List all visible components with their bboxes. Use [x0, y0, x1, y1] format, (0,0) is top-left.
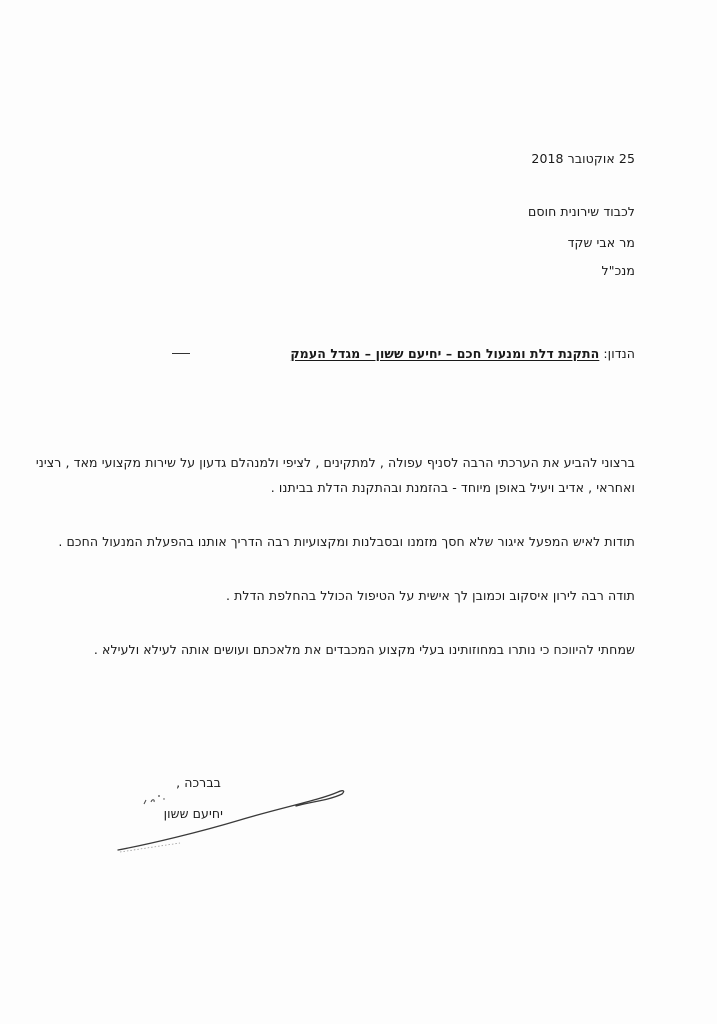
paragraph-3: תודה רבה לירון איסקוב וכמובן לך אישית על הטיפול הכולל בהחלפת הדלת .: [225, 588, 635, 603]
paragraph-4: שמחתי להיווכח כי נותרו במחוזותינו בעלי מקצוע המכבדים את מלאכתם ועושים אותה לעילא ולעילא .: [93, 642, 635, 657]
signer-name: יחיעם ששון: [163, 806, 223, 821]
subject-text: התקנת דלת ומנעול חכם – יחיעם ששון – מגדל העמק: [290, 346, 600, 361]
recipient-line-3: מנכ"ל: [601, 263, 635, 278]
letter-date: 25 אוקטובר 2018: [531, 151, 635, 166]
paragraph-1-line-2: ואחראי , אדיב ויעיל באופן מיוחד - בהזמנת ובהתקנת הדלת בביתנו .: [270, 480, 635, 495]
closing-salutation: בברכה ,: [176, 775, 221, 790]
paragraph-2: תודות לאיש המפעל איגור שלא חסך מזמנו ובסבלנות ומקצועיות רבה הדריך אותנו בהפעלת המנעול החכם .: [58, 534, 635, 549]
subject-line: [290, 346, 635, 362]
recipient-line-1: לכבוד שירונית חוסם: [527, 204, 635, 219]
handwritten-signature: [110, 772, 360, 862]
paragraph-1-line-1: ברצוני להביע את הערכתי הרבה לסניף עפולה , למתקינים , לציפי ולמנהלם גדעון על שירות מקצועי מאד , רציני: [35, 455, 635, 470]
subject-label: הנדון:: [603, 346, 635, 361]
recipient-line-2: מר אבי שקד: [567, 235, 635, 250]
subject-dash-mark: [172, 353, 190, 354]
